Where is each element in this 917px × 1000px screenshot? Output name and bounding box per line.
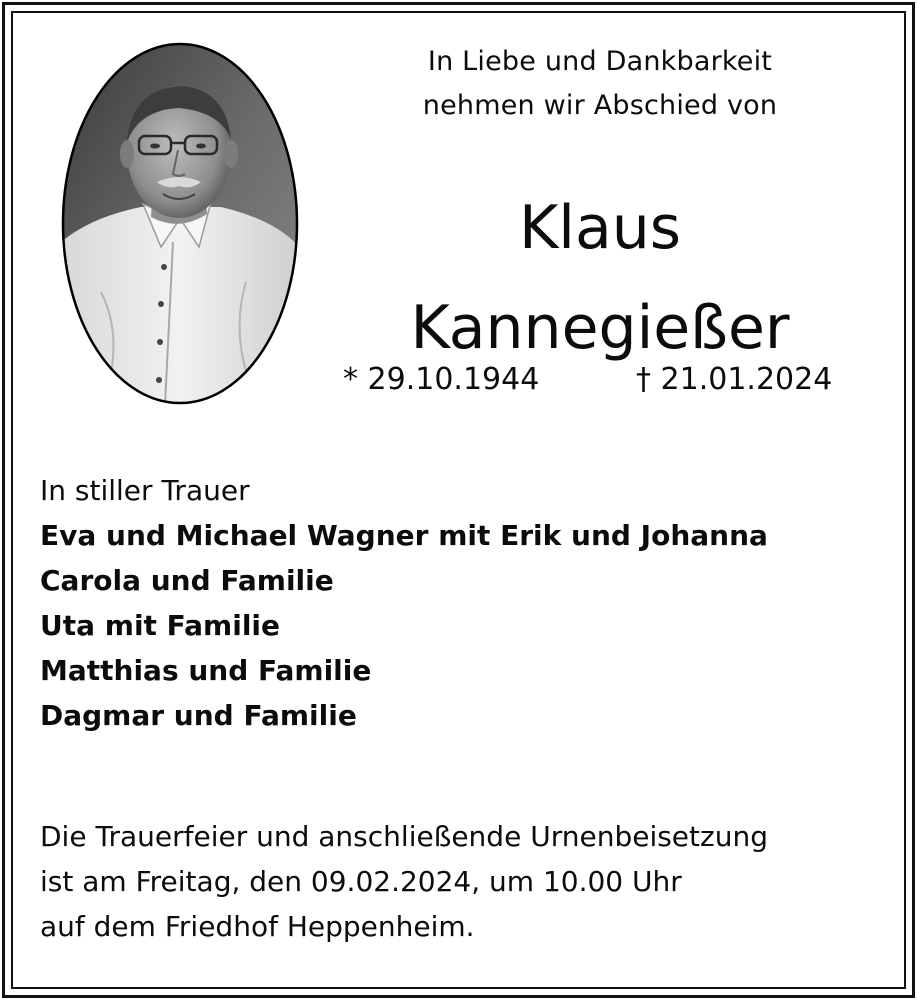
last-name: Kannegießer	[410, 293, 790, 363]
intro-line-2: nehmen wir Abschied von	[422, 90, 778, 121]
mourners-heading: In stiller Trauer	[40, 474, 250, 507]
mourners-section	[40, 468, 768, 738]
birth-date: * 29.10.1944	[343, 362, 540, 397]
mourner-line: Dagmar und Familie	[40, 699, 357, 732]
service-line-2: ist am Freitag, den 09.02.2024, um 10.00 Uhr	[40, 865, 682, 898]
service-details	[40, 814, 768, 949]
intro-line-1: In Liebe und Dankbarkeit	[427, 46, 773, 77]
service-line-3: auf dem Friedhof Heppenheim.	[40, 910, 475, 943]
mourner-line: Matthias und Familie	[40, 654, 372, 687]
first-name: Klaus	[518, 193, 682, 263]
portrait-photo	[61, 42, 299, 405]
mourner-line: Uta mit Familie	[40, 609, 281, 642]
mourner-line: Eva und Michael Wagner mit Erik und Johanna	[40, 519, 768, 552]
mourner-line: Carola und Familie	[40, 564, 334, 597]
death-date: † 21.01.2024	[636, 362, 833, 397]
deceased-name	[340, 178, 860, 378]
service-line-1: Die Trauerfeier und anschließende Urnenbeisetzung	[40, 820, 768, 853]
intro-text	[360, 40, 840, 128]
